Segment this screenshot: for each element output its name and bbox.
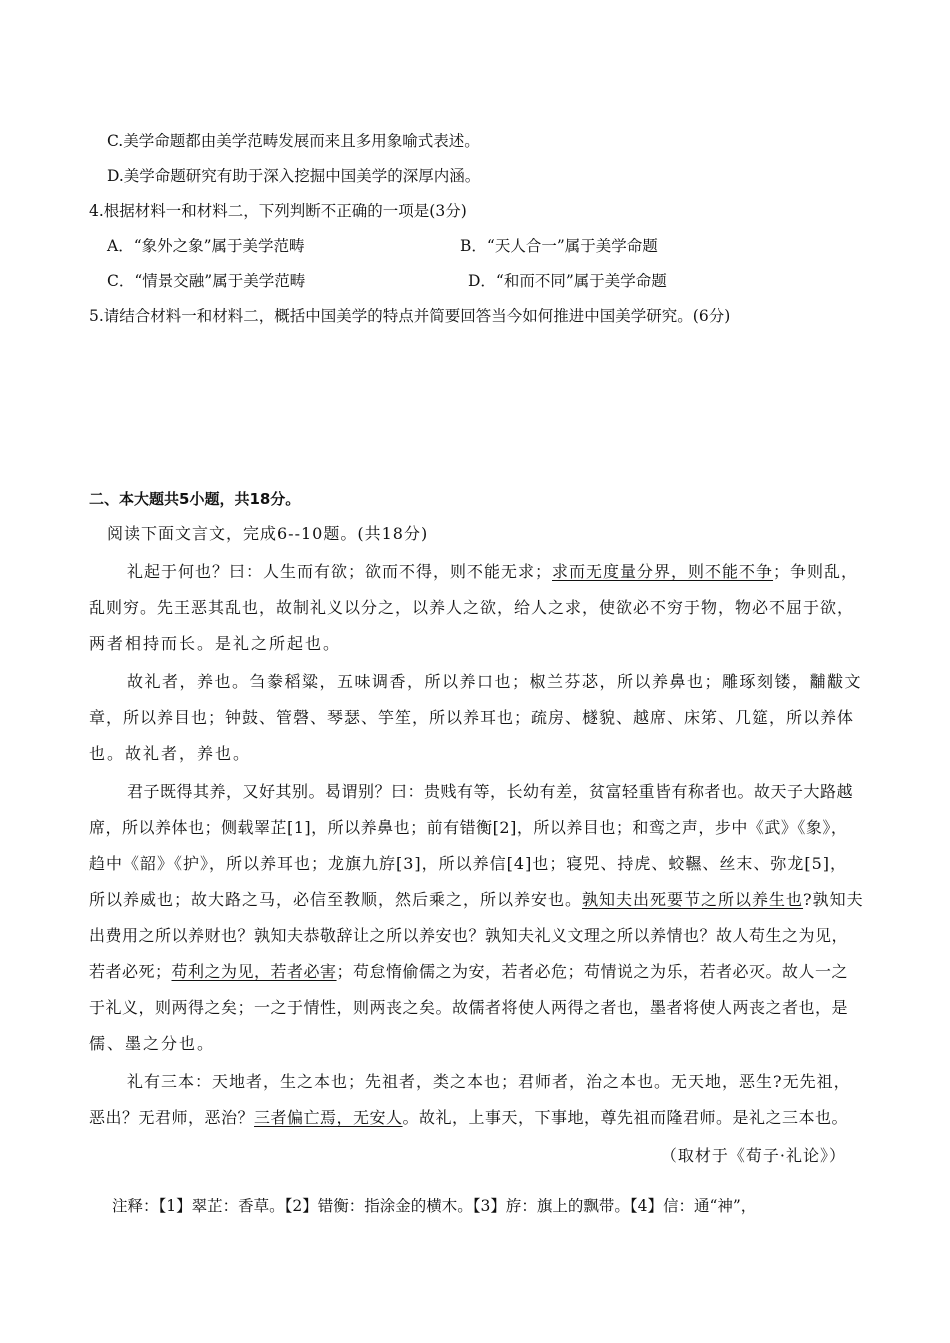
passage-p3-line5: 出费用之所以养财也？孰知夫恭敬辞让之所以养安也？孰知夫礼义文理之所以养情也？故人苟生之为见，	[89, 926, 849, 945]
passage-p3-line3: 趋中《韶》《护》，所以养耳也；龙旗九斿[3]，所以养信[4]也；寝兕、持虎、蛟韅、丝末、弥龙[5]，	[89, 854, 847, 873]
passage-p1-line1: 礼起于何也？曰：人生而有欲；欲而不得，则不能无求；求而无度量分界，则不能不争；争则乱，	[127, 562, 859, 581]
q3-option-c: C.美学命题都由美学范畴发展而来且多用象喻式表述。	[107, 132, 480, 150]
notes-line: 注释：【1】翠芷：香草。【2】错衡：指涂金的横木。【3】斿：旗上的飘带。【4】信：通“神”，	[112, 1197, 757, 1215]
passage-p2-line3: 也。故礼者，养也。	[89, 744, 252, 763]
section-heading: 二、本大题共5小题，共18分。	[89, 490, 301, 508]
underlined-sentence-1: 求而无度量分界，则不能不争	[552, 562, 774, 581]
passage-p2-line1: 故礼者，养也。刍豢稻粱，五味调香，所以养口也；椒兰芬苾，所以养鼻也；雕琢刻镂，黼黻文	[127, 672, 863, 691]
passage-source: （取材于《荀子·礼论》）	[660, 1146, 846, 1165]
passage-p3-line1: 君子既得其养，又好其别。曷谓别？曰：贵贱有等，长幼有差，贫富轻重皆有称者也。故天子大路越	[127, 782, 854, 801]
passage-p2-line2: 章，所以养目也；钟鼓、管磬、琴瑟、竽笙，所以养耳也；疏房、檖貌、越席、床笫、几筵，所以养体	[89, 708, 855, 727]
passage-p4-line1: 礼有三本：天地者，生之本也；先祖者，类之本也；君师者，治之本也。无天地，恶生?无先祖，	[127, 1072, 851, 1091]
q4-option-c: C．“情景交融”属于美学范畴	[107, 272, 306, 290]
passage-p3-line4: 所以养威也；故大路之马，必信至教顺，然后乘之，所以养安也。孰知夫出死要节之所以养生也?孰知夫	[89, 890, 864, 909]
underlined-sentence-4: 三者偏亡焉，无安人	[254, 1108, 403, 1127]
passage-p3-line6: 若者必死；苟利之为见，若者必害；苟怠惰偷儒之为安，若者必危；苟情说之为乐，若者必灭。故人一之	[89, 962, 849, 981]
passage-p3-line7: 于礼义，则两得之矣；一之于情性，则两丧之矣。故儒者将使人两得之者也，墨者将使人两丧之者也，是	[89, 998, 849, 1017]
passage-p1-line3: 两者相持而长。是礼之所起也。	[89, 634, 342, 653]
passage-p4-line2: 恶出？无君师，恶治？三者偏亡焉，无安人。故礼，上事天，下事地，尊先祖而隆君师。是礼之三本也。	[89, 1108, 849, 1127]
q4-option-d: D．“和而不同”属于美学命题	[468, 272, 667, 290]
passage-p3-line2: 席，所以养体也；侧载睪芷[1]，所以养鼻也；前有错衡[2]，所以养目也；和鸾之声，步中《武》《象》，	[89, 818, 848, 837]
section-instruction: 阅读下面文言文，完成6--10题。(共18分)	[107, 524, 429, 543]
q4-option-b: B．“天人合一”属于美学命题	[460, 237, 658, 255]
passage-p1-line2: 乱则穷。先王恶其乱也，故制礼义以分之，以养人之欲，给人之求，使欲必不穷于物，物必不屈于欲，	[89, 598, 855, 617]
underlined-sentence-2: 孰知夫出死要节之所以养生也	[582, 890, 804, 909]
q3-option-d: D.美学命题研究有助于深入挖掘中国美学的深厚内涵。	[107, 167, 481, 185]
underlined-sentence-3: 苟利之为见，若者必害	[171, 962, 337, 981]
q4-stem: 4.根据材料一和材料二，下列判断不正确的一项是(3分)	[89, 202, 467, 220]
q5-stem: 5.请结合材料一和材料二，概括中国美学的特点并简要回答当今如何推进中国美学研究。(6分)	[89, 307, 731, 325]
q4-option-a: A．“象外之象”属于美学范畴	[107, 237, 305, 255]
passage-p3-line8: 儒、墨之分也。	[89, 1034, 216, 1053]
